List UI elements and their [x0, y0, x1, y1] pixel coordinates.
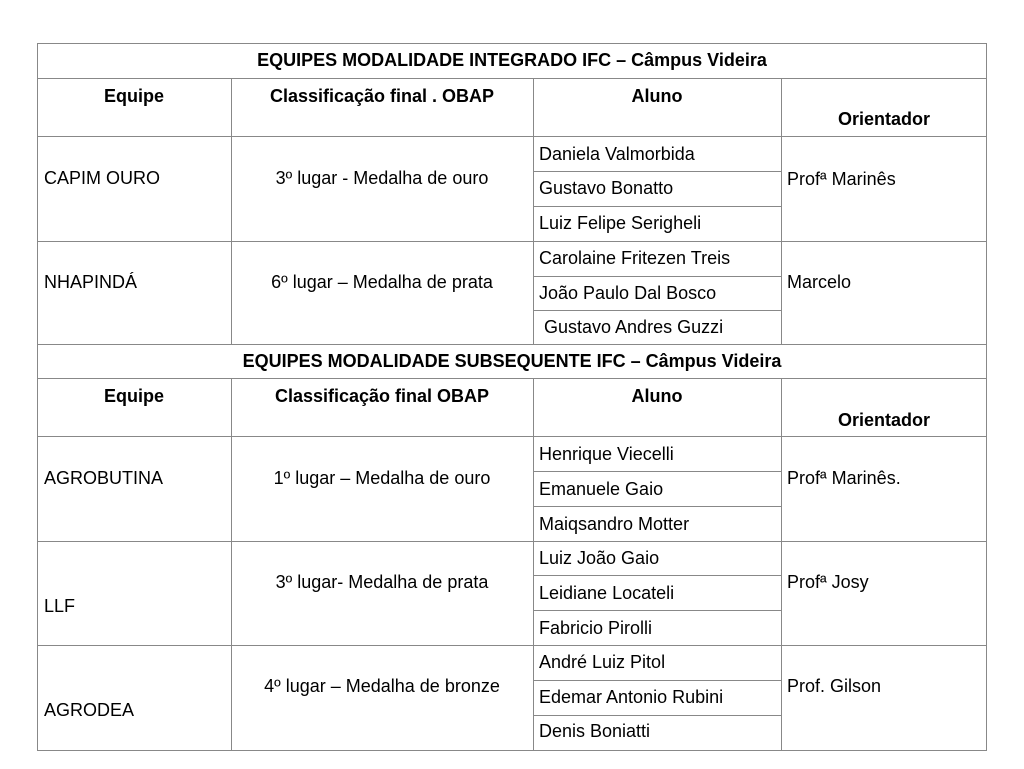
student-name: Luiz João Gaio	[539, 548, 660, 568]
table-border	[533, 378, 534, 750]
header-advisor: Orientador	[837, 109, 930, 129]
header-classification: Classificação final OBAP	[274, 386, 490, 406]
header-student: Aluno	[631, 386, 683, 406]
table-border	[37, 378, 987, 379]
team-name: NHAPINDÁ	[44, 272, 138, 292]
team-advisor: Marcelo	[787, 272, 852, 292]
student-name: Emanuele Gaio	[539, 479, 664, 499]
team-name: CAPIM OURO	[44, 168, 161, 188]
student-name: Gustavo Andres Guzzi	[539, 317, 724, 337]
student-name: Luiz Felipe Serigheli	[539, 213, 702, 233]
table-border	[986, 43, 987, 751]
header-student: Aluno	[631, 86, 683, 106]
table-border	[37, 541, 987, 542]
table-border	[37, 241, 987, 242]
table-border	[781, 378, 782, 750]
table-border	[37, 78, 987, 79]
table-border	[533, 171, 781, 172]
team-name: LLF	[44, 596, 76, 616]
section-title: EQUIPES MODALIDADE INTEGRADO IFC – Câmpus Videira	[257, 50, 767, 70]
table-border	[533, 680, 781, 681]
team-classification: 6º lugar – Medalha de prata	[271, 272, 493, 292]
student-name: João Paulo Dal Bosco	[539, 283, 717, 303]
team-advisor: Profª Josy	[787, 572, 869, 592]
header-advisor: Orientador	[837, 410, 930, 430]
team-classification: 1º lugar – Medalha de ouro	[273, 468, 491, 488]
student-name: Leidiane Locateli	[539, 583, 675, 603]
table-border	[37, 344, 987, 345]
table-border	[37, 43, 987, 44]
student-name: Denis Boniatti	[539, 721, 651, 741]
student-name: Gustavo Bonatto	[539, 178, 674, 198]
table-border	[37, 136, 987, 137]
team-advisor: Profª Marinês	[787, 169, 896, 189]
team-classification: 4º lugar – Medalha de bronze	[264, 676, 500, 696]
team-classification: 3º lugar- Medalha de prata	[275, 572, 489, 592]
table-border	[533, 78, 534, 344]
student-name: Daniela Valmorbida	[539, 144, 695, 164]
table-border	[533, 715, 781, 716]
student-name: Carolaine Fritezen Treis	[539, 248, 731, 268]
table-border	[533, 206, 781, 207]
team-advisor: Prof. Gilson	[787, 676, 882, 696]
section-title: EQUIPES MODALIDADE SUBSEQUENTE IFC – Câmpus Videira	[242, 351, 782, 371]
header-classification: Classificação final . OBAP	[269, 86, 495, 106]
header-team: Equipe	[103, 386, 164, 406]
table-border	[37, 645, 987, 646]
table-border	[37, 750, 987, 751]
team-name: AGRODEA	[44, 700, 135, 720]
table-border	[533, 276, 781, 277]
table-border	[533, 310, 781, 311]
table-border	[533, 610, 781, 611]
table-border	[533, 575, 781, 576]
table-border	[533, 506, 781, 507]
results-table	[37, 43, 987, 751]
table-border	[533, 471, 781, 472]
student-name: Maiqsandro Motter	[539, 514, 690, 534]
student-name: Edemar Antonio Rubini	[539, 687, 724, 707]
student-name: André Luiz Pitol	[539, 652, 666, 672]
team-name: AGROBUTINA	[44, 468, 164, 488]
team-advisor: Profª Marinês.	[787, 468, 901, 488]
student-name: Henrique Viecelli	[539, 444, 674, 464]
table-border	[231, 78, 232, 344]
student-name: Fabricio Pirolli	[539, 618, 653, 638]
team-classification: 3º lugar - Medalha de ouro	[275, 168, 489, 188]
header-team: Equipe	[103, 86, 164, 106]
table-border	[37, 436, 987, 437]
